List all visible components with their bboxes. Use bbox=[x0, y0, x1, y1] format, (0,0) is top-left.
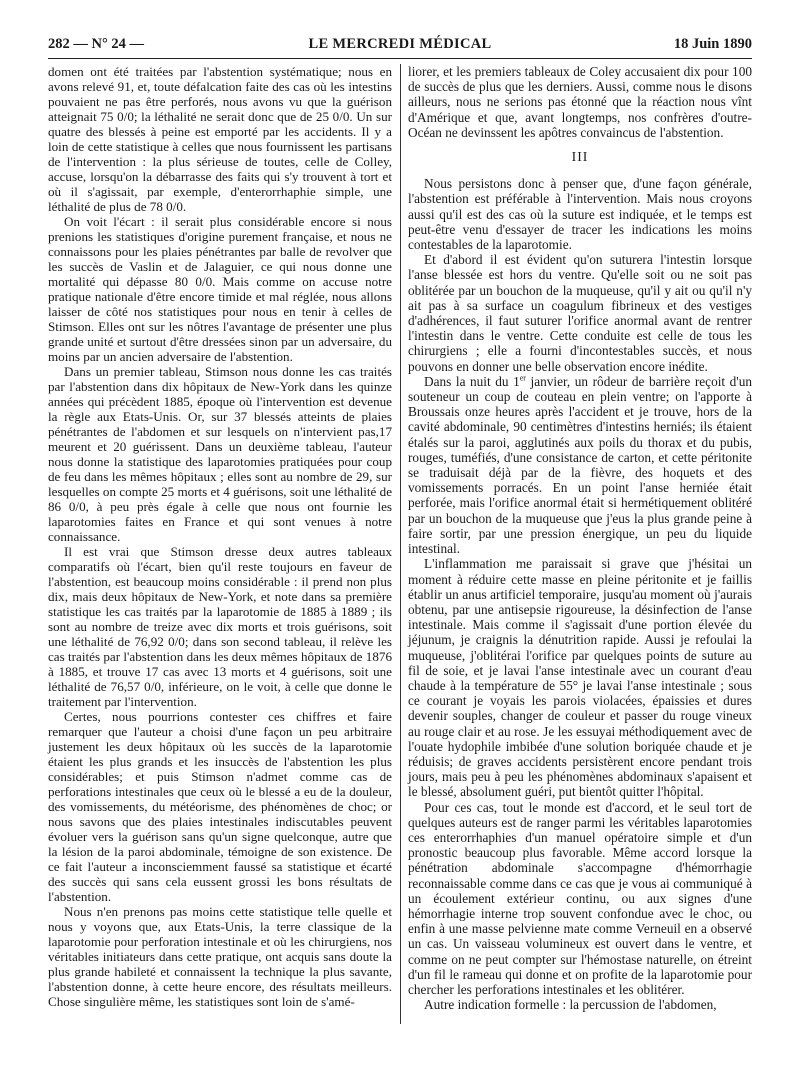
issue-date: 18 Juin 1890 bbox=[673, 36, 752, 52]
ordinal-superscript: er bbox=[519, 373, 526, 383]
left-column bbox=[48, 64, 392, 1009]
paragraph: Nous persistons donc à penser que, d'une façon générale, l'abstention est préférable à l'intervention. Mais nous croyons aussi qu'il est des cas où la suture est indiquée, et le temps est peut-être venu d'essayer de tracer les indications les moins contestables de la laparotomie. bbox=[408, 176, 752, 253]
page-number: 282 — N° 24 — bbox=[48, 36, 145, 52]
paragraph: domen ont été traitées par l'abstention systématique; nous en avons relevé 91, et, toute défalcation faite des cas où les intestins pouvaient ne pas être perforés, nous avons vu que la guérison atteignait 75 0/0; la léthalité ne serait donc que de 25 0/0. Un sur quatre des blessés à peine est emporté par les accidents. Il y a loin de cette statistique à celles que nous fournissent les partisans de l'intervention : la plus sérieuse de toutes, celle de Colley, accuse, lorsqu'on la débarrasse des faits qui s'y trouvent à tort et où il s'agissait, par exemple, d'enterorrhaphie simple, une léthalité de plus de 78 0/0. bbox=[48, 64, 392, 214]
paragraph: liorer, et les premiers tableaux de Coley accusaient dix pour 100 de succès de plus que les derniers. Aussi, comme nous le disons ailleurs, nous ne serions pas étonné que la réaction nous vînt d'Amérique et que, avant longtemps, nos confrères d'outre-Océan ne devinssent les apôtres convaincus de l'abstention. bbox=[408, 64, 752, 140]
paragraph: Et d'abord il est évident qu'on suturera l'intestin lorsque l'anse blessée est hors du ventre. Qu'elle soit ou ne soit pas oblitérée par un bouchon de la muqueuse, qu'il y ait ou qu'il n'y ait pas à sa surface un coagulum fibrineux et des vestiges d'adhérences, il faut suturer l'orifice anormal avant de rentrer l'intestin dans le ventre. Cette conduite est celle de tous les chirurgiens ; elle a fourni d'incontestables succès, et nous pouvons en donner une belle observation encore inédite. bbox=[408, 252, 752, 374]
paragraph bbox=[408, 374, 752, 556]
paragraph: Il est vrai que Stimson dresse deux autres tableaux comparatifs où l'écart, bien qu'il reste toujours en faveur de l'abstention, est beaucoup moins considérable : il prend non plus dix, mais deux hôpitaux de New-York, et note dans sa première statistique les cas traités par la laparotomie de 1885 à 1889 ; ils sont au nombre de treize avec dix morts et trois guérisons, soit une léthalité de 76,92 0/0; dans son second tableau, il relève les cas traités par l'abstention dans les deux mêmes hôpitaux de 1876 à 1885, et trouve 17 cas avec 13 morts et 4 guérisons, soit une léthalité de 76,57 0/0, inférieure, on le voit, à celle que donne le traitement par l'intervention. bbox=[48, 544, 392, 709]
paragraph: Nous n'en prenons pas moins cette statistique telle quelle et nous y voyons que, aux Etats-Unis, la terre classique de la laparotomie pour perforation intestinale et où les chirurgiens, nos véritables initiateurs dans cette pratique, ont acquis sans doute la plus grande habileté et connaissent la technique la plus savante, l'abstention donne, à cette heure encore, des résultats meilleurs. Chose singulière même, les statistiques sont loin de s'amé- bbox=[48, 904, 392, 1009]
paragraph: Dans un premier tableau, Stimson nous donne les cas traités par l'abstention dans dix hôpitaux de New-York dans les quinze années qui précèdent 1885, époque où l'intervention est devenue la règle aux Etats-Unis. Or, sur 37 blessés atteints de plaies pénétrantes de l'abdomen et sur lesquels on n'intervient pas,17 meurent et 20 guérissent. Dans un deuxième tableau, l'auteur nous donne la statistique des laparotomies pratiquées pour coup de feu dans les mêmes hôpitaux ; elles sont au nombre de 29, sur lesquelles on compte 25 morts et 4 guérisons, soit une léthalité de 86 0/0, à peu près égale à celle que nous ont fournie les laparotomies faites en France et qui sont venues à notre connaissance. bbox=[48, 364, 393, 544]
header-rule bbox=[48, 58, 752, 59]
paragraph: On voit l'écart : il serait plus considérable encore si nous prenions les statistiques d'origine purement française, et nous ne connaissons pour les plaies pénétrantes par balle de revolver que les succès de Vaslin et de Jalaguier, ce qui nous donne une mortalité qui dépasse 80 0/0. Mais comme on accuse notre pratique nationale d'être encore timide et mal réglée, nous allons laisser de côté nos statistiques pour nous en tenir à celles de Stimson. Elles ont sur les nôtres l'avantage de présenter une plus grande unité et surtout d'être dressées sinon par un adversaire, du moins par un ancien adversaire de l'abstention. bbox=[48, 214, 392, 364]
paragraph: Certes, nous pourrions contester ces chiffres et faire remarquer que l'auteur a choisi d'une façon un peu arbitraire justement les deux hôpitaux où les succès de la laparotomie étaient les plus grands et les insuccès de l'abstention les plus considérables; et puis Stimson n'admet comme cas de perforations intestinales que ceux où le blessé a eu de la douleur, des vomissements, du météorisme, des phénomènes de choc; or nous savons que des plaies intestinales indiscutables peuvent évoluer vers la guérison sans qu'un signe quelconque, autre que la lésion de la paroi abdominale, témoigne de son existence. De ce fait l'auteur a inconsciemment faussé sa statistique et écarté des succès qui sans cela eussent grossi les bons résultats de l'abstention. bbox=[48, 709, 392, 904]
paragraph: Autre indication formelle : la percussion de l'abdomen, bbox=[424, 997, 717, 1013]
right-column bbox=[408, 64, 752, 1012]
paragraph: Pour ces cas, tout le monde est d'accord, et le seul tort de quelques auteurs est de ranger parmi les véritables laparotomies ces enterorrhaphies d'un manuel opératoire simple et d'un pronostic beaucoup plus favorable. Même accord lorsque la pénétration abdominale s'accompagne d'hémorrhagie reconnaissable comme dans ce cas que je vous ai communiqué à un écoulement extérieur continu, ou aux signes d'une hémorrhagie interne trop souvent confondue avec le choc, ou enfin à une masse pelvienne mate comme Verneuil en a observé un cas. Un vaisseau volumineux est ouvert dans le ventre, et comme on ne peut compter sur l'hémostase naturelle, on étreint d'un fil le rameau qui donne et on profite de la laparotomie pour chercher les perforations intestinales et les oblitérer. bbox=[408, 799, 752, 997]
running-head bbox=[48, 36, 752, 58]
text-run: Dans la nuit du 1 bbox=[424, 373, 520, 389]
journal-title: LE MERCREDI MÉDICAL bbox=[308, 36, 492, 52]
text-run: janvier, un rôdeur de barrière reçoit d'un souteneur un coup de couteau en plein ventre; on l'apporte à Broussais onze heures après l'accident et je trouve, hors de la cavité abdominale, 90 centimètres d'intestins herniés; ils étaient étalés sur la paroi, agglutinés aux poils du thorax et du pubis, rouges, tuméfiés, d'une consistance de carton, et cette péritonite se traduisait déjà par de la fièvre, des hoquets et des vomissements porracés. En un point l'anse herniée était perforée, mais l'orifice anormal était si hermétiquement oblitéré par un bouchon de la muqueuse que j'eus la plus grande peine à faire sortir, par une pression énergique, un peu du liquide intestinal. bbox=[408, 373, 752, 557]
paragraph: L'inflammation me paraissait si grave que j'hésitai un moment à réduire cette masse en pleine péritonite et je faillis établir un anus artificiel temporaire, jusqu'au moment où j'aurais obtenu, par une antisepsie rigoureuse, la désinfection de l'anse intestinale. Mais comme il s'agissait d'une portion élevée du jéjunum, je craignis la dénutrition rapide. Aussi je refoulai la muqueuse, j'oblitérai l'orifice par quelques points de suture au fil de soie, et je lavai l'anse intestinale avec un courant d'eau chaude à la température de 55° je lavai l'anse intestinale ; sous ce courant je voyais les parois violacées, épaissies et dures devenir souples, changer de couleur et passer du rouge vineux au rouge clair et au rose. Je les essuyai méthodiquement avec de l'ouate hydophile imbibée d'une solution boriquée chaude et je réduisis; de graves accidents persistèrent encore pendant trois jours, mais peu à peu les phénomènes abdominaux s'apaisent et le blessé, absolument guéri, put bientôt quitter l'hôpital. bbox=[408, 556, 752, 800]
column-divider bbox=[400, 64, 401, 1024]
section-heading: III bbox=[571, 149, 589, 165]
